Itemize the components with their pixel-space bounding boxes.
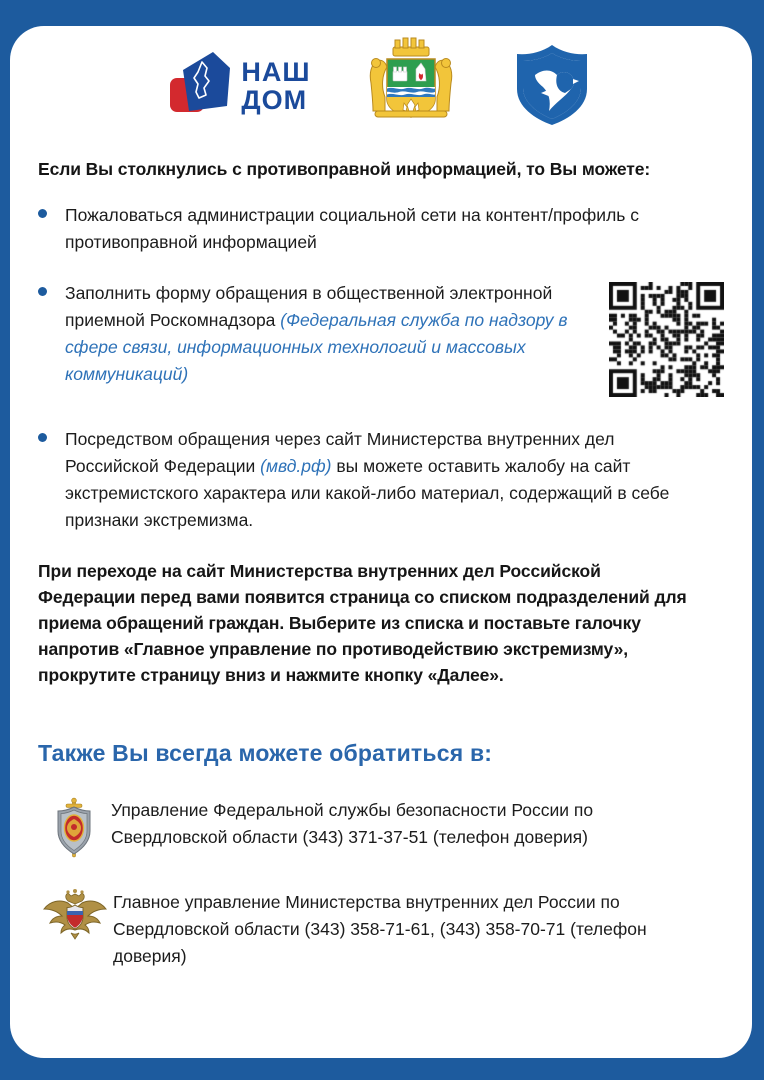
bullet-text-plain: вы можете оставить жалобу на сайт экстремистского характера или какой-либо материал, содержащий в себе признаки экстремизма. bbox=[65, 456, 670, 530]
roskomnadzor-link[interactable]: (Федеральная служба по надзору в сфере связи, информационных технологий и массовых коммуникаций) bbox=[65, 310, 568, 384]
bullet-text-plain: Заполнить форму обращения в общественной электронной приемной Роскомнадзора bbox=[65, 283, 553, 330]
bullet-text: Пожаловаться администрации социальной сети на контент/профиль с противоправной информацией bbox=[65, 205, 640, 252]
contact-text-fsb: Управление Федеральной службы безопасности России по Свердловской области (343) 371-37-51 (телефон доверия) bbox=[111, 800, 594, 847]
bullet-dot bbox=[38, 433, 47, 442]
contact-row-mvd bbox=[38, 889, 724, 970]
bullet-item-mvd-site bbox=[38, 426, 724, 534]
mvd-rf-link[interactable]: (мвд.рф) bbox=[260, 456, 332, 476]
bullet-list bbox=[38, 202, 724, 534]
bullet-text bbox=[65, 426, 680, 534]
nash-dom-logo bbox=[169, 48, 310, 125]
qr-code bbox=[609, 282, 724, 402]
bullet-item-report-social bbox=[38, 202, 724, 256]
bullet-dot bbox=[38, 287, 47, 296]
bullet-dot bbox=[38, 209, 47, 218]
yekaterinburg-coat-of-arms-icon bbox=[363, 37, 459, 136]
poster-content bbox=[38, 26, 724, 1058]
contact-text-mvd: Главное управление Министерства внутренних дел России по Свердловской области (343) 358-71-61, (343) 358-70-71 (телефон доверия) bbox=[113, 892, 647, 966]
mvd-emblem-icon bbox=[42, 889, 108, 941]
mvd-instruction-paragraph: При переходе на сайт Министерства внутренних дел Российской Федерации перед вами появится страница со списком подразделений для приема обращений граждан. Выберите из списка и поставьте галочку напротив «Главное управление по противодействию экстремизму», прокрутите страницу вниз и нажмите кнопку «Далее». bbox=[38, 561, 687, 685]
contact-row-fsb bbox=[38, 797, 724, 859]
intro-heading: Если Вы столкнулись с противоправной информацией, то Вы можете: bbox=[38, 159, 651, 179]
contacts-heading: Также Вы всегда можете обратиться в: bbox=[38, 740, 493, 766]
fsb-emblem-icon bbox=[42, 797, 106, 859]
nash-dom-wordmark: НАШ ДОМ bbox=[241, 57, 311, 115]
bullet-text-plain: Посредством обращения через сайт Министерства внутренних дел Российской Федерации bbox=[65, 429, 615, 476]
poster-sheet bbox=[10, 26, 752, 1058]
logo-row bbox=[38, 36, 724, 136]
bullet-text bbox=[65, 280, 603, 388]
nash-dom-house-icon bbox=[169, 48, 231, 125]
bullet-item-roskomnadzor bbox=[38, 280, 724, 402]
dove-shield-icon bbox=[511, 41, 593, 132]
